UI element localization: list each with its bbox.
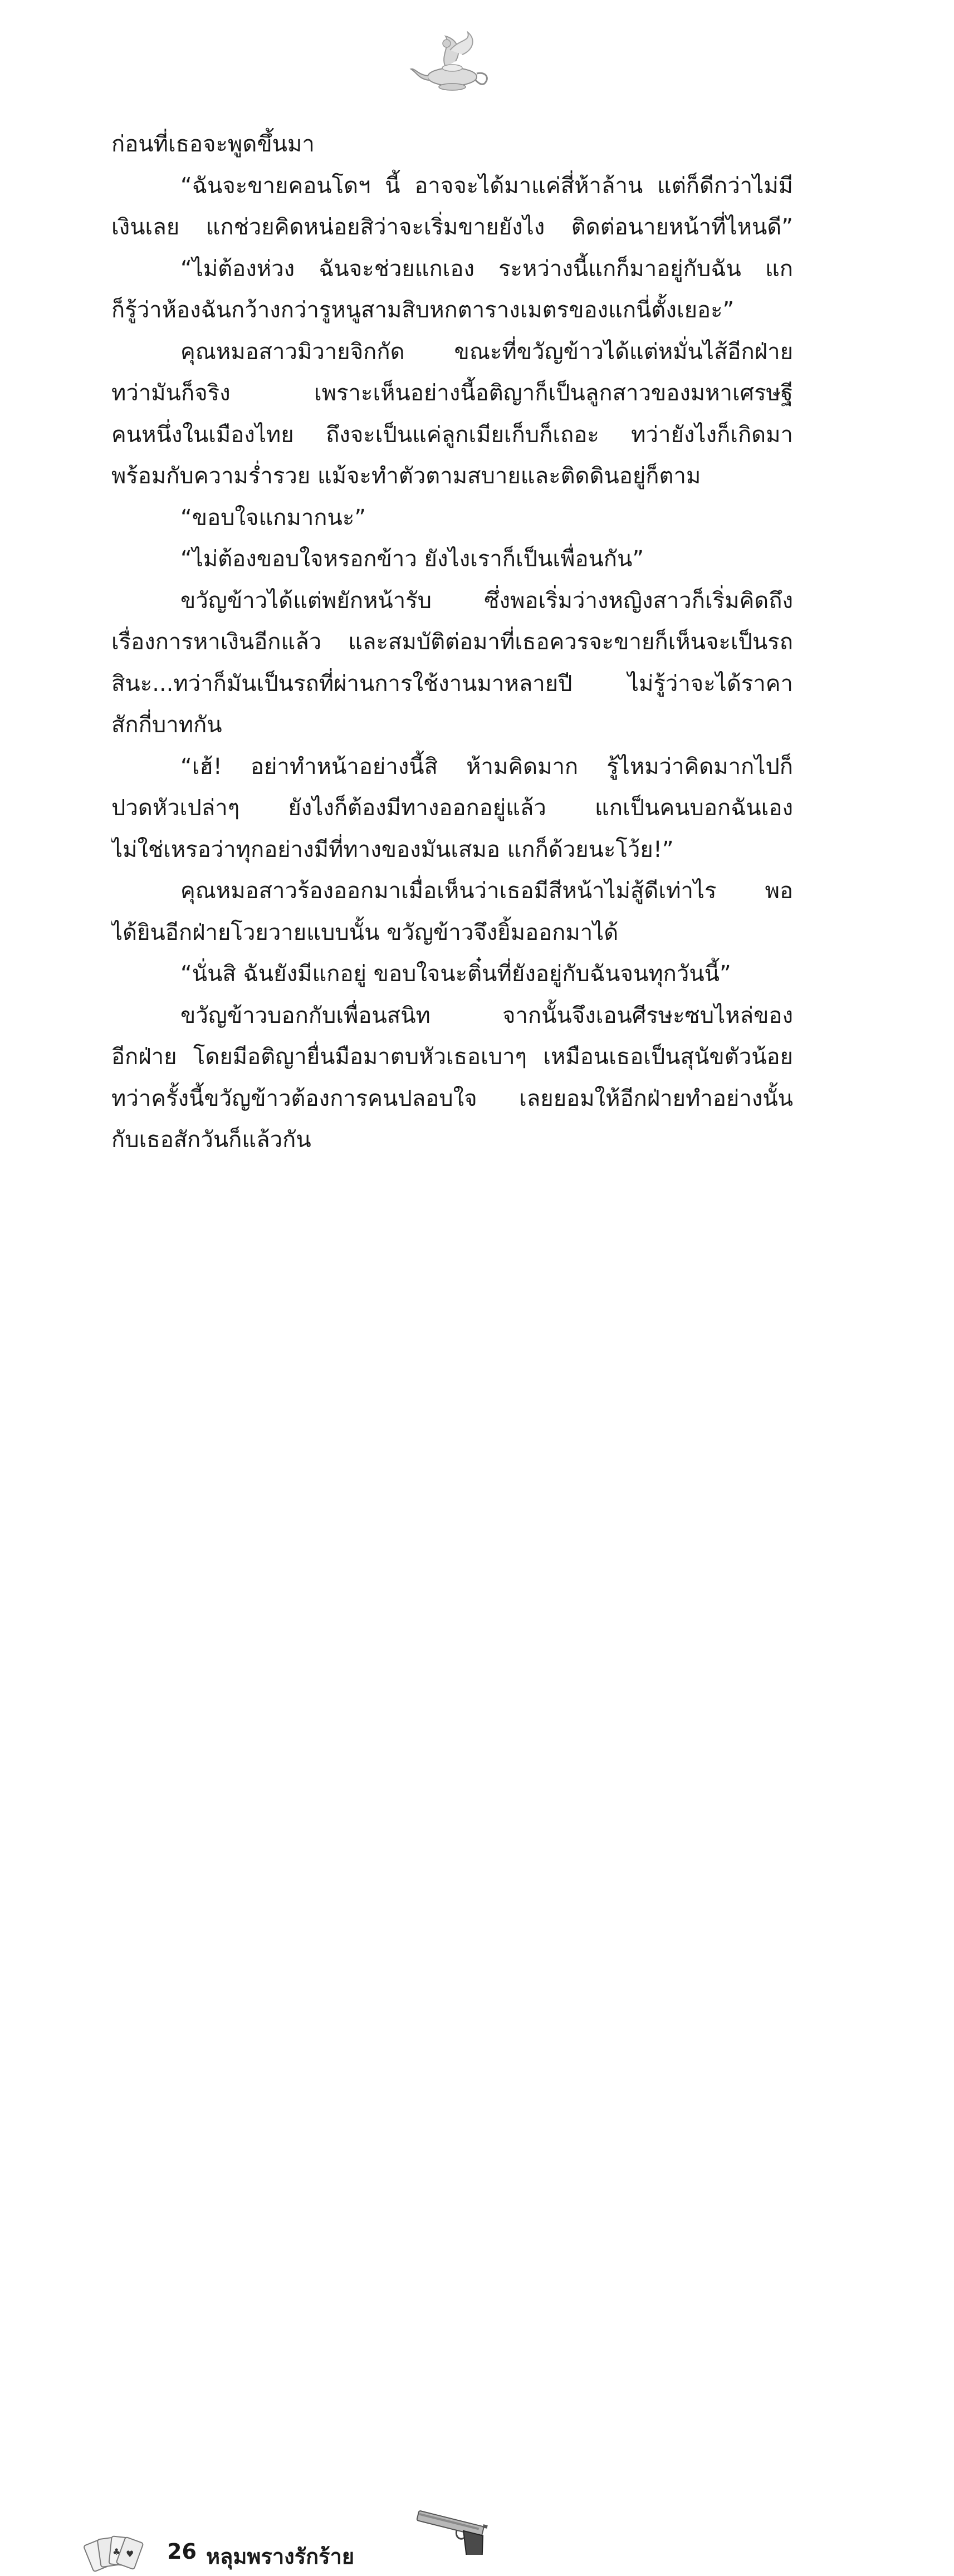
text-line: อีกฝ่าย โดยมีอติญายื่นมือมาตบหัวเธอเบาๆ เหมือนเธอเป็นสุนัขตัวน้อย [111, 1044, 793, 1070]
svg-text:♣: ♣ [112, 2546, 121, 2557]
text-line: “ไม่ต้องห่วง ฉันจะช่วยแกเอง ระหว่างนี้แกก็มาอยู่กับฉัน แก [180, 256, 793, 282]
text-line: ขวัญข้าวบอกกับเพื่อนสนิท จากนั้นจึงเอนศีรษะซบไหล่ของ [180, 1002, 793, 1029]
svg-text:♥: ♥ [126, 2549, 134, 2559]
text-line: ทว่าครั้งนี้ขวัญข้าวต้องการคนปลอบใจ เลยยอมให้อีกฝ่ายทำอย่างนั้น [111, 1085, 793, 1111]
text-line: เงินเลย แกช่วยคิดหน่อยสิว่าจะเริ่มขายยังไง ติดต่อนายหน้าที่ไหนดี” [111, 214, 793, 240]
genie-lamp-icon [407, 28, 496, 95]
page-footer [0, 1258, 954, 2569]
text-line: กับเธอสักวันก็แล้วกัน [111, 1127, 311, 1153]
text-line: “ไม่ต้องขอบใจหรอกข้าว ยังไงเราก็เป็นเพื่อนกัน” [180, 546, 644, 572]
text-line: สักกี่บาทกัน [111, 712, 222, 738]
text-line: “ฉันจะขายคอนโดฯ นี้ อาจจะได้มาแค่สี่ห้าล้าน แต่ก็ดีกว่าไม่มี [180, 173, 793, 199]
text-line: ขวัญข้าวได้แต่พยักหน้ารับ ซึ่งพอเริ่มว่างหญิงสาวก็เริ่มคิดถึง [180, 587, 793, 614]
body-text [111, 124, 793, 1161]
text-line: เรื่องการหาเงินอีกแล้ว และสมบัติต่อมาที่เธอควรจะขายก็เห็นจะเป็นรถ [111, 629, 793, 655]
book-title: หลุมพรางรักร้าย [206, 2544, 355, 2569]
playing-cards-icon [84, 2531, 145, 2576]
text-line: ก่อนที่เธอจะพูดขึ้นมา [111, 131, 315, 157]
text-line: คุณหมอสาวร้องออกมาเมื่อเห็นว่าเธอมีสีหน้าไม่สู้ดีเท่าไร พอ [180, 878, 793, 904]
text-line: ไม่ใช่เหรอว่าทุกอย่างมีที่ทางของมันเสมอ แกก็ด้วยนะโว้ย!” [111, 836, 674, 863]
text-line: พร้อมกับความร่ำรวย แม้จะทำตัวตามสบายและติดดินอยู่ก็ตาม [111, 463, 701, 489]
text-line: ปวดหัวเปล่าๆ ยังไงก็ต้องมีทางออกอยู่แล้ว แกเป็นคนบอกฉันเอง [111, 795, 793, 821]
text-line: คุณหมอสาวมิวายจิกกัด ขณะที่ขวัญข้าวได้แต่หมั่นไส้อีกฝ่าย [180, 339, 793, 365]
text-line: คนหนึ่งในเมืองไทย ถึงจะเป็นแค่ลูกเมียเก็บก็เถอะ ทว่ายังไงก็เกิดมา [111, 422, 793, 448]
pistol-icon [409, 2510, 504, 2555]
text-line: ก็รู้ว่าห้องฉันกว้างกว่ารูหนูสามสิบหกตารางเมตรของแกนี่ตั้งเยอะ” [111, 297, 735, 323]
page-number: 26 [167, 2539, 197, 2564]
text-line: “เฮ้! อย่าทำหน้าอย่างนี้สิ ห้ามคิดมาก รู้ไหมว่าคิดมากไปก็ [180, 753, 793, 780]
text-line: ทว่ามันก็จริง เพราะเห็นอย่างนี้อติญาก็เป็นลูกสาวของมหาเศรษฐี [111, 380, 793, 406]
text-line: ได้ยินอีกฝ่ายโวยวายแบบนั้น ขวัญข้าวจึงยิ้มออกมาได้ [111, 919, 619, 946]
text-line: “นั่นสิ ฉันยังมีแกอยู่ ขอบใจนะติ๋นที่ยังอยู่กับฉันจนทุกวันนี้” [180, 961, 731, 987]
text-line: “ขอบใจแกมากนะ” [180, 505, 366, 531]
text-line: สินะ...ทว่าก็มันเป็นรถที่ผ่านการใช้งานมาหลายปี ไม่รู้ว่าจะได้ราคา [111, 670, 793, 697]
